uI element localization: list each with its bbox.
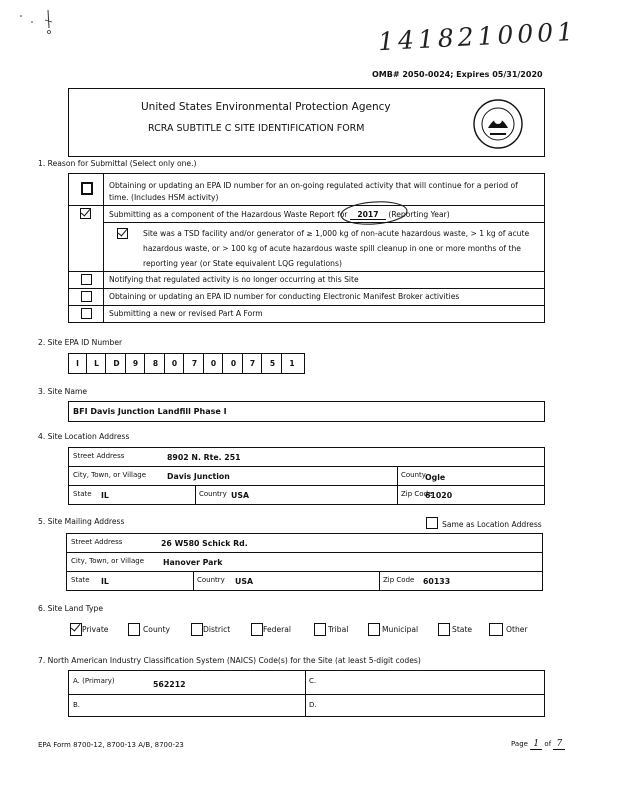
epa-id-char: 7 bbox=[244, 354, 262, 373]
epa-id-char: 5 bbox=[264, 354, 282, 373]
checkbox-tsd-lqg[interactable] bbox=[117, 228, 128, 239]
row-divider bbox=[69, 694, 544, 695]
checkbox-hazardous-waste-report[interactable] bbox=[80, 208, 91, 219]
handwritten-document-number: 1418210001 bbox=[377, 16, 578, 57]
section4-label: 4. Site Location Address bbox=[38, 432, 130, 441]
checkbox-land-county[interactable] bbox=[128, 623, 140, 636]
site-name-value: BFI Davis Junction Landfill Phase I bbox=[73, 407, 227, 416]
same-as-location-label: Same as Location Address bbox=[442, 520, 542, 529]
land-type-options bbox=[70, 621, 550, 639]
checkbox-e-manifest-broker[interactable] bbox=[81, 291, 92, 302]
naics-a-label: A. (Primary) bbox=[73, 677, 115, 685]
reporting-year: 2017 bbox=[350, 210, 386, 220]
epa-id-char: 0 bbox=[205, 354, 223, 373]
epa-id-char: I bbox=[69, 354, 87, 373]
omb-number: OMB# 2050-0024; Expires 05/31/2020 bbox=[372, 70, 543, 79]
section1-label: 1. Reason for Submittal (Select only one.) bbox=[38, 159, 197, 168]
naics-table bbox=[68, 670, 545, 717]
land-private-label: Private bbox=[82, 625, 109, 634]
mailing-address-table bbox=[66, 533, 543, 591]
col-divider bbox=[305, 671, 306, 716]
row-divider bbox=[69, 205, 544, 206]
checkbox-land-federal[interactable] bbox=[251, 623, 263, 636]
form-title: RCRA SUBTITLE C SITE IDENTIFICATION FORM bbox=[148, 123, 365, 134]
col-divider bbox=[193, 571, 194, 590]
section7-label: 7. North American Industry Classification System (NAICS) Code(s) for the Site (at least 5-digit codes) bbox=[38, 656, 421, 665]
col-divider bbox=[397, 466, 398, 504]
no-longer-occurring-text: Notifying that regulated activity is no longer occurring at this Site bbox=[109, 275, 359, 284]
naics-d-label: D. bbox=[309, 701, 317, 709]
mail-city-label: City, Town, or Village bbox=[71, 557, 145, 565]
form-header bbox=[68, 88, 545, 157]
row-divider bbox=[69, 305, 544, 306]
col-divider bbox=[379, 571, 380, 590]
land-municipal-label: Municipal bbox=[382, 625, 419, 634]
mail-city-value[interactable]: Hanover Park bbox=[163, 558, 223, 567]
site-name-field[interactable] bbox=[68, 401, 545, 422]
section1-divider bbox=[103, 174, 104, 322]
agency-name: United States Environmental Protection Agency bbox=[141, 101, 391, 113]
form-number: EPA Form 8700-12, 8700-13 A/B, 8700-23 bbox=[38, 741, 184, 749]
county-label: County bbox=[401, 471, 426, 479]
epa-id-char: 1 bbox=[289, 359, 295, 368]
epa-id-char: 7 bbox=[186, 354, 204, 373]
section2-label: 2. Site EPA ID Number bbox=[38, 338, 123, 347]
row-divider bbox=[67, 552, 542, 553]
col-divider bbox=[195, 485, 196, 504]
city-label: City, Town, or Village bbox=[73, 471, 147, 479]
mail-street-value[interactable]: 26 W580 Schick Rd. bbox=[161, 539, 248, 548]
naics-c-label: C. bbox=[309, 677, 317, 685]
scan-mark-graphic bbox=[18, 8, 58, 38]
street-label: Street Address bbox=[73, 452, 125, 460]
checkbox-same-as-location[interactable] bbox=[426, 517, 438, 529]
part-a-text: Submitting a new or revised Part A Form bbox=[109, 309, 263, 318]
section1-table bbox=[68, 173, 545, 323]
site-location-table bbox=[68, 447, 545, 505]
checkbox-land-state[interactable] bbox=[438, 623, 450, 636]
checkbox-land-private[interactable] bbox=[70, 623, 82, 636]
epa-id-char: 8 bbox=[147, 354, 165, 373]
checkbox-part-a[interactable] bbox=[81, 308, 92, 319]
mail-country-value[interactable]: USA bbox=[235, 577, 253, 586]
epa-id-char: L bbox=[88, 354, 106, 373]
epa-seal-graphic bbox=[472, 98, 524, 150]
hazardous-waste-report-text bbox=[109, 210, 539, 220]
epa-id-char: 9 bbox=[127, 354, 145, 373]
naics-b-label: B. bbox=[73, 701, 81, 709]
street-value[interactable]: 8902 N. Rte. 251 bbox=[167, 453, 241, 462]
zip-label: Zip Code bbox=[401, 490, 433, 498]
scan-marks bbox=[18, 8, 58, 38]
epa-seal bbox=[472, 98, 524, 150]
section5-label: 5. Site Mailing Address bbox=[38, 517, 125, 526]
country-label: Country bbox=[199, 490, 227, 498]
land-other-label: Other bbox=[506, 625, 528, 634]
land-district-label: District bbox=[203, 625, 231, 634]
city-value[interactable]: Davis Junction bbox=[167, 472, 230, 481]
checkbox-land-district[interactable] bbox=[191, 623, 203, 636]
land-federal-label: Federal bbox=[263, 625, 292, 634]
mail-state-label: State bbox=[71, 576, 90, 584]
row-divider bbox=[69, 271, 544, 272]
checkbox-land-municipal[interactable] bbox=[368, 623, 380, 636]
report-text-after: (Reporting Year) bbox=[388, 210, 450, 219]
epa-id-char: D bbox=[108, 354, 126, 373]
reason-ongoing-text: Obtaining or updating an EPA ID number for an on-going regulated activity that will continue for a period of time. (Includes HSM activity) bbox=[109, 181, 518, 202]
row-divider bbox=[103, 222, 544, 223]
state-value[interactable]: IL bbox=[101, 491, 109, 500]
mail-zip-value[interactable]: 60133 bbox=[423, 577, 451, 586]
mail-street-label: Street Address bbox=[71, 538, 123, 546]
section3-label: 3. Site Name bbox=[38, 387, 88, 396]
epa-id-boxes bbox=[68, 353, 305, 374]
land-tribal-label: Tribal bbox=[328, 625, 349, 634]
state-label: State bbox=[73, 490, 92, 498]
checkbox-no-longer-occurring[interactable] bbox=[81, 274, 92, 285]
mail-zip-label: Zip Code bbox=[383, 576, 415, 584]
tsd-lqg-text: Site was a TSD facility and/or generator of ≥ 1,000 kg of non-acute hazardous waste, > 1 kg of acute hazardous waste, or > 100 kg of acute hazardous waste spill cleanup in one or more months of the reporting year (or State equivalent LQG regulations) bbox=[143, 229, 530, 268]
county-value[interactable]: Ogle bbox=[425, 473, 446, 482]
epa-id-char: 0 bbox=[166, 354, 184, 373]
section6-label: 6. Site Land Type bbox=[38, 604, 104, 613]
checkbox-land-tribal[interactable] bbox=[314, 623, 326, 636]
page-total: 7 bbox=[553, 739, 565, 750]
e-manifest-broker-text: Obtaining or updating an EPA ID number for conducting Electronic Manifest Broker activities bbox=[109, 292, 460, 301]
land-county-label: County bbox=[143, 625, 171, 634]
mail-country-label: Country bbox=[197, 576, 225, 584]
row-divider bbox=[69, 466, 544, 467]
page-number: 1 bbox=[530, 739, 542, 750]
page-label: Page bbox=[511, 740, 528, 748]
checkbox-land-other[interactable] bbox=[489, 623, 503, 636]
country-value[interactable]: USA bbox=[231, 491, 249, 500]
row-divider bbox=[69, 485, 544, 486]
of-label: of bbox=[544, 740, 552, 748]
row-divider bbox=[69, 288, 544, 289]
epa-id-char: 0 bbox=[225, 354, 243, 373]
zip-value[interactable]: 61020 bbox=[425, 491, 453, 500]
land-state-label: State bbox=[452, 625, 473, 634]
mail-state-value[interactable]: IL bbox=[101, 577, 109, 586]
page-indicator bbox=[511, 739, 565, 750]
row-divider bbox=[67, 571, 542, 572]
report-text-before: Submitting as a component of the Hazardous Waste Report for bbox=[109, 210, 348, 219]
naics-a-value[interactable]: 562212 bbox=[153, 680, 186, 689]
checkbox-reason-ongoing[interactable] bbox=[81, 182, 93, 195]
